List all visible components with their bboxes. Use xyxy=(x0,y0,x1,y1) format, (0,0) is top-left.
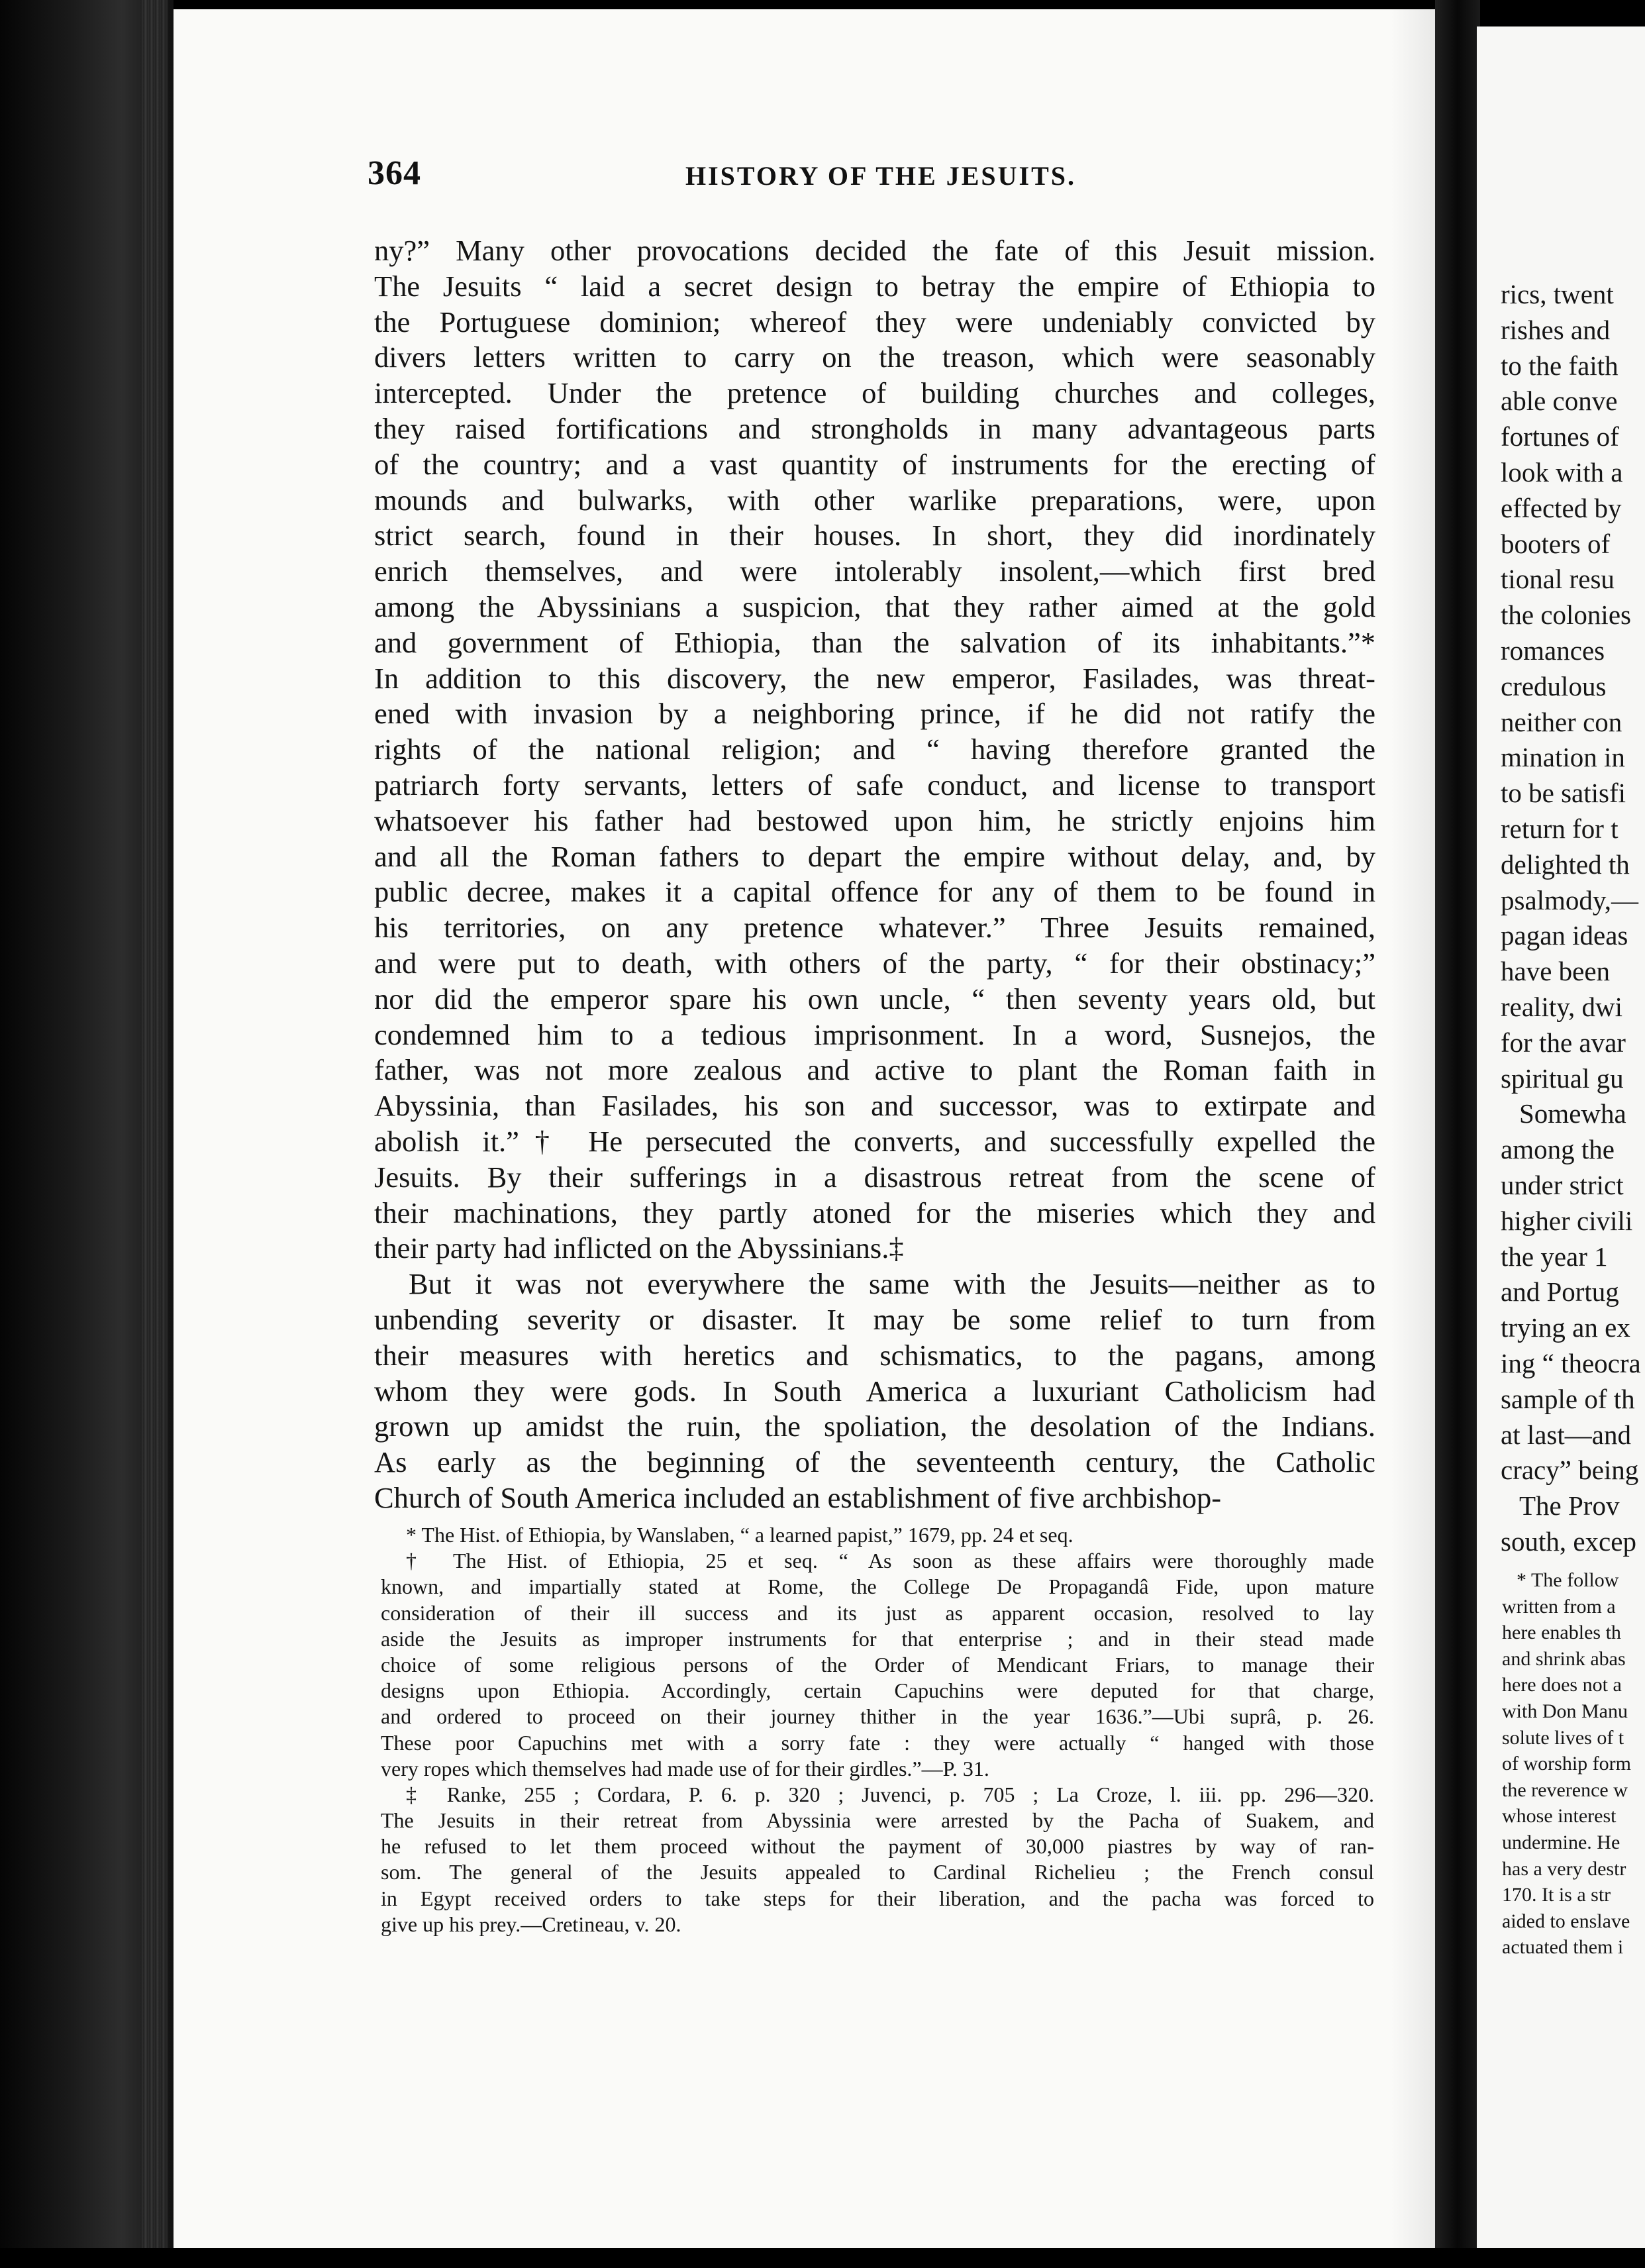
right-page-footnote-line: undermine. He xyxy=(1502,1831,1620,1853)
right-page-footnote-line: has a very destr xyxy=(1502,1857,1626,1880)
right-page-text-line: to be satisfi xyxy=(1501,778,1626,809)
text-line: his territories, on any pretence whatever.” Three Jesuits remained, xyxy=(374,911,1375,945)
right-page-text-line: tional resu xyxy=(1501,564,1615,595)
text-line: nor did the emperor spare his own uncle, “ then seventy years old, but xyxy=(374,982,1375,1015)
text-line: and were put to death, with others of the party, “ for their obstinacy;” xyxy=(374,946,1375,980)
main-text xyxy=(374,233,1375,1516)
right-page-text-line: psalmody,— xyxy=(1501,884,1639,915)
text-line: rights of the national religion; and “ having therefore granted the xyxy=(374,733,1375,766)
text-line: father, was not more zealous and active to plant the Roman faith in xyxy=(374,1053,1375,1087)
book-gutter xyxy=(1435,0,1480,2268)
right-page-footnote-line: here enables th xyxy=(1502,1622,1621,1644)
footnote-line: very ropes which themselves had made use of for their girdles.”—P. 31. xyxy=(381,1756,989,1780)
text-line: enrich themselves, and were intolerably insolent,—which first bred xyxy=(374,554,1375,588)
right-page-text-line: The Prov xyxy=(1519,1490,1620,1521)
text-line: Abyssinia, than Fasilades, his son and successor, was to extirpate and xyxy=(374,1089,1375,1123)
right-page-footnote-line: * The follow xyxy=(1517,1569,1619,1591)
right-page-text-line: reality, dwi xyxy=(1501,991,1623,1022)
right-page-footnote-line: of worship form xyxy=(1502,1753,1631,1775)
right-page-text-line: cracy” being xyxy=(1501,1455,1639,1486)
text-line: intercepted. Under the pretence of building churches and colleges, xyxy=(374,376,1375,410)
right-page-text-line: effected by xyxy=(1501,492,1622,523)
text-line: Jesuits. By their sufferings in a disastrous retreat from the scene of xyxy=(374,1160,1375,1194)
text-line: the Portuguese dominion; whereof they were undeniably convicted by xyxy=(374,305,1375,338)
text-line: among the Abyssinians a suspicion, that they rather aimed at the gold xyxy=(374,590,1375,623)
text-line: and government of Ethiopia, than the salvation of its inhabitants.”* xyxy=(374,625,1375,659)
footnote-line: som. The general of the Jesuits appealed to Cardinal Richelieu ; the French consul xyxy=(381,1860,1374,1884)
right-page-text-line: under strict xyxy=(1501,1169,1624,1200)
right-page-text-line: rishes and xyxy=(1501,314,1611,345)
footnote-line: The Jesuits in their retreat from Abyssinia were arrested by the Pacha of Suakem, and xyxy=(381,1808,1374,1833)
right-page-text-line: among the xyxy=(1501,1134,1615,1165)
page-title: HISTORY OF THE JESUITS. xyxy=(685,161,1076,191)
right-page-footnote-line: 170. It is a str xyxy=(1502,1884,1611,1906)
right-page-footnote-line: with Don Manu xyxy=(1502,1700,1628,1722)
scan-border xyxy=(0,2248,1645,2268)
page-curve-shadow xyxy=(1391,9,1435,2248)
right-page-text-line: return for t xyxy=(1501,813,1619,844)
right-page-footnotes xyxy=(1502,1567,1645,1961)
right-page-text-line: neither con xyxy=(1501,706,1622,737)
text-line: ny?” Many other provocations decided the fate of this Jesuit mission. xyxy=(374,234,1375,267)
right-page-text-line: the colonies xyxy=(1501,599,1631,631)
right-page-text-line: fortunes of xyxy=(1501,421,1619,452)
footnote-line: in Egypt received orders to take steps for their liberation, and the pacha was forced to xyxy=(381,1886,1374,1910)
footnote-line: he refused to let them proceed without the payment of 30,000 piastres by way of ran- xyxy=(381,1834,1374,1859)
right-page-text-line: delighted th xyxy=(1501,849,1630,880)
text-line: divers letters written to carry on the treason, which were seasonably xyxy=(374,340,1375,374)
text-line: their party had inflicted on the Abyssinians.‡ xyxy=(374,1231,904,1265)
text-line: strict search, found in their houses. In short, they did inordinately xyxy=(374,519,1375,552)
right-page-text-line: have been xyxy=(1501,956,1611,987)
text-line: unbending severity or disaster. It may be some relief to turn from xyxy=(374,1302,1375,1336)
right-page-footnote-line: and shrink abas xyxy=(1502,1647,1626,1670)
right-page-text-line: higher civili xyxy=(1501,1205,1633,1236)
right-page-text-line: rics, twent xyxy=(1501,279,1614,309)
text-line: But it was not everywhere the same with the Jesuits—neither as to xyxy=(409,1267,1375,1301)
right-page-text-line: able conve xyxy=(1501,386,1618,417)
right-page-text-line: booters of xyxy=(1501,528,1611,559)
text-line: mounds and bulwarks, with other warlike preparations, were, upon xyxy=(374,483,1375,517)
right-page-text-line: trying an ex xyxy=(1501,1312,1630,1343)
text-line: whatsoever his father had bestowed upon him, he strictly enjoins him xyxy=(374,803,1375,837)
text-line: of the country; and a vast quantity of instruments for the erecting of xyxy=(374,447,1375,481)
footnote-line: These poor Capuchins met with a sorry fate : they were actually “ hanged with those xyxy=(381,1730,1374,1755)
footnote-line: choice of some religious persons of the Order of Mendicant Friars, to manage their xyxy=(381,1652,1374,1676)
text-line: and all the Roman fathers to depart the empire without delay, and, by xyxy=(374,839,1375,873)
footnote-line: consideration of their ill success and its just as apparent occasion, resolved to lay xyxy=(381,1600,1374,1625)
right-page-text-line: look with a xyxy=(1501,456,1623,488)
footnote-line: designs upon Ethiopia. Accordingly, certain Capuchins were deputed for that charge, xyxy=(381,1678,1374,1703)
right-page-partial xyxy=(1477,26,1645,2268)
right-page-text-line: pagan ideas xyxy=(1501,920,1628,951)
right-page-text-line: spiritual gu xyxy=(1501,1062,1624,1094)
text-line: patriarch forty servants, letters of safe conduct, and license to transport xyxy=(374,768,1375,801)
text-line: public decree, makes it a capital offence for any of them to be found in xyxy=(374,875,1375,909)
right-page-text-line: and Portug xyxy=(1501,1276,1619,1308)
right-page-text-line: Somewha xyxy=(1519,1098,1626,1129)
text-line: their machinations, they partly atoned for the miseries which they and xyxy=(374,1196,1375,1229)
right-page-footnote-line: aided to enslave xyxy=(1502,1910,1630,1932)
footnote-line: ‡ Ranke, 255 ; Cordara, P. 6. p. 320 ; Juvenci, p. 705 ; La Croze, l. iii. pp. 296—320. xyxy=(406,1782,1374,1806)
right-page-text-line: at last—and xyxy=(1501,1419,1631,1450)
text-line: Church of South America included an establishment of five archbishop- xyxy=(374,1480,1222,1514)
text-line: In addition to this discovery, the new emperor, Fasilades, was threat- xyxy=(374,661,1375,695)
right-page-text-line: the year 1 xyxy=(1501,1241,1608,1272)
text-line: grown up amidst the ruin, the spoliation, the desolation of the Indians. xyxy=(374,1410,1375,1443)
right-page-footnote-line: here does not a xyxy=(1502,1674,1622,1696)
right-page-text-line: to the faith xyxy=(1501,350,1619,381)
footnote-line: known, and impartially stated at Rome, the College De Propagandâ Fide, upon mature xyxy=(381,1574,1374,1599)
right-page-text-line: romances xyxy=(1501,635,1605,666)
right-page-footnote-line: solute lives of t xyxy=(1502,1726,1624,1749)
page-edges xyxy=(142,0,168,2268)
footnote-line: give up his prey.—Cretineau, v. 20. xyxy=(381,1912,681,1936)
footnote-line: * The Hist. of Ethiopia, by Wanslaben, “ a learned papist,” 1679, pp. 24 et seq. xyxy=(406,1523,1073,1547)
page-number: 364 xyxy=(368,154,421,192)
text-line: their measures with heretics and schismatics, to the pagans, among xyxy=(374,1338,1375,1372)
right-page-text-line: mination in xyxy=(1501,742,1625,773)
right-page-text-line: for the avar xyxy=(1501,1027,1626,1058)
right-page-body xyxy=(1501,277,1645,1560)
right-page-footnote-line: whose interest xyxy=(1502,1805,1617,1828)
text-line: ened with invasion by a neighboring prince, if he did not ratify the xyxy=(374,697,1375,731)
right-page-footnote-line: actuated them i xyxy=(1502,1936,1624,1959)
right-page-footnote-line: written from a xyxy=(1502,1595,1616,1618)
footnote-line: aside the Jesuits as improper instruments for that enterprise ; and in their stead made xyxy=(381,1626,1374,1651)
text-line: As early as the beginning of the seventeenth century, the Catholic xyxy=(374,1445,1375,1479)
right-page-text-line: sample of th xyxy=(1501,1383,1635,1414)
footnote-line: and ordered to proceed on their journey thither in the year 1636.”—Ubi suprâ, p. 26. xyxy=(381,1704,1374,1729)
text-line: they raised fortifications and strongholds in many advantageous parts xyxy=(374,411,1375,445)
footnote-line: † The Hist. of Ethiopia, 25 et seq. “ As soon as these affairs were thoroughly made xyxy=(406,1549,1374,1573)
text-line: condemned him to a tedious imprisonment. In a word, Susnejos, the xyxy=(374,1017,1375,1051)
text-line: whom they were gods. In South America a luxuriant Catholicism had xyxy=(374,1374,1375,1408)
right-page-footnote-line: the reverence w xyxy=(1502,1778,1628,1801)
right-page-text-line: credulous xyxy=(1501,670,1607,701)
right-page-text-line: ing “ theocra xyxy=(1501,1347,1641,1378)
footnotes xyxy=(381,1522,1374,1937)
text-line: abolish it.”† He persecuted the converts, and successfully expelled the xyxy=(374,1124,1375,1158)
right-page-text-line: south, excep xyxy=(1501,1525,1636,1557)
text-line: The Jesuits “ laid a secret design to betray the empire of Ethiopia to xyxy=(374,269,1375,303)
running-head xyxy=(368,154,1374,207)
